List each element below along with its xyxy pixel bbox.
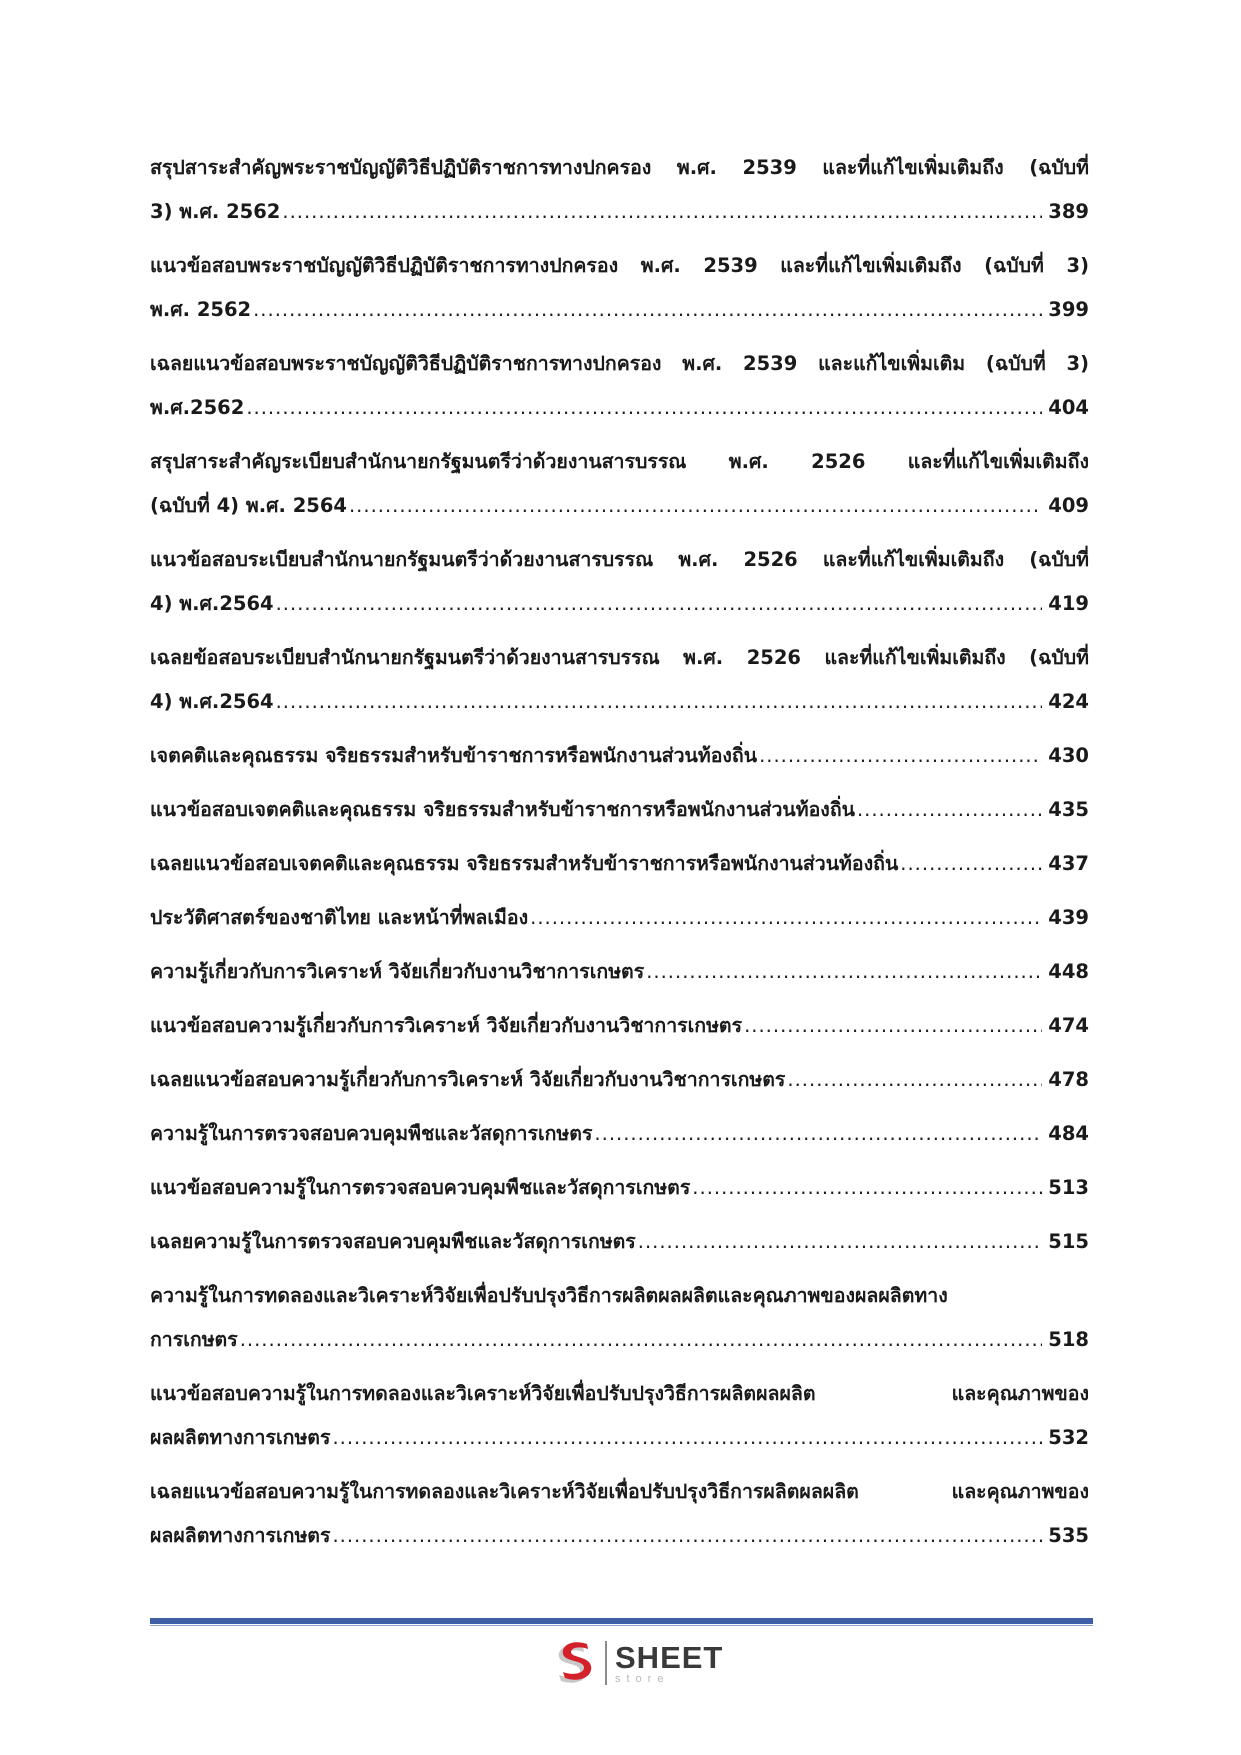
dot-leader [240, 1318, 1043, 1362]
toc-entry[interactable] [150, 1220, 1089, 1264]
toc-entry[interactable] [150, 146, 1089, 234]
toc-entry-title: เฉลยความรู้ในการตรวจสอบควบคุมพืชและวัสดุการเกษตร [150, 1230, 636, 1253]
dot-leader [744, 1004, 1042, 1048]
toc-entry-title-end: 4) พ.ศ.2564 [150, 690, 274, 713]
toc-page-number: 448 [1048, 960, 1089, 983]
toc-entry[interactable] [150, 636, 1089, 724]
dot-leader [857, 788, 1042, 832]
dot-leader [246, 386, 1042, 430]
toc-page-number: 532 [1048, 1426, 1089, 1449]
dot-leader [692, 1166, 1042, 1210]
toc-entry-title: เฉลยแนวข้อสอบเจตคติและคุณธรรม จริยธรรมสำหรับข้าราชการหรือพนักงานส่วนท้องถิ่น [150, 852, 899, 875]
toc-entry[interactable] [150, 1166, 1089, 1210]
toc-entry-title: สรุปสาระสำคัญพระราชบัญญัติวิธีปฏิบัติราชการทางปกครอง พ.ศ. 2539 และที่แก้ไขเพิ่มเติมถึง (ฉบับที่ [150, 156, 1089, 179]
dot-leader [276, 680, 1043, 724]
logo-separator [605, 1641, 607, 1685]
dot-leader [759, 734, 1042, 778]
dot-leader [276, 582, 1043, 626]
dot-leader [253, 288, 1042, 332]
toc-entry-title: เฉลยแนวข้อสอบความรู้เกี่ยวกับการวิเคราะห์ วิจัยเกี่ยวกับงานวิชาการเกษตร [150, 1068, 786, 1091]
toc-page-number: 435 [1048, 798, 1089, 821]
toc-page-number: 424 [1048, 690, 1089, 713]
dot-leader [787, 1058, 1042, 1102]
toc-entry-title: เฉลยข้อสอบระเบียบสำนักนายกรัฐมนตรีว่าด้วยงานสารบรรณ พ.ศ. 2526 และที่แก้ไขเพิ่มเติมถึง (ฉบับที่ [150, 646, 1089, 669]
toc-entry-title: แนวข้อสอบระเบียบสำนักนายกรัฐมนตรีว่าด้วยงานสารบรรณ พ.ศ. 2526 และที่แก้ไขเพิ่มเติมถึง (ฉบับที่ [150, 548, 1089, 571]
toc-page-number: 399 [1048, 298, 1089, 321]
toc-entry-title-end: ผลผลิตทางการเกษตร [150, 1426, 331, 1449]
toc-entry[interactable] [150, 842, 1089, 886]
logo-sub-text: store [615, 1672, 670, 1685]
toc-page-number: 515 [1048, 1230, 1089, 1253]
toc-entry[interactable] [150, 1112, 1089, 1156]
toc-entry[interactable] [150, 896, 1089, 940]
toc-page-number: 439 [1048, 906, 1089, 929]
toc-page-number: 484 [1048, 1122, 1089, 1145]
logo-brand-text: SHEET [615, 1639, 724, 1675]
footer-rule [150, 1618, 1093, 1624]
toc-entry-title-end: (ฉบับที่ 4) พ.ศ. 2564 [150, 494, 347, 517]
dot-leader [282, 190, 1042, 234]
toc-entry-title-end: การเกษตร [150, 1328, 238, 1351]
toc-page-number: 419 [1048, 592, 1089, 615]
dot-leader [638, 1220, 1043, 1264]
toc-entry[interactable] [150, 1372, 1089, 1460]
toc-page-number: 535 [1048, 1524, 1089, 1547]
toc-entry-title-end: ผลผลิตทางการเกษตร [150, 1524, 331, 1547]
toc-entry-title: ความรู้ในการทดลองและวิเคราะห์วิจัยเพื่อปรับปรุงวิธีการผลิตผลผลิตและคุณภาพของผลผลิตทาง [150, 1284, 948, 1307]
toc-entry-title: แนวข้อสอบความรู้ในการทดลองและวิเคราะห์วิจัยเพื่อปรับปรุงวิธีการผลิตผลผลิต และคุณภาพของ [150, 1382, 1089, 1405]
toc-entry[interactable] [150, 1470, 1089, 1558]
toc-entry[interactable] [150, 538, 1089, 626]
toc-page-number: 474 [1048, 1014, 1089, 1037]
s-swoosh-logo-icon [549, 1638, 599, 1688]
toc-entry[interactable] [150, 1058, 1089, 1102]
dot-leader [332, 1416, 1042, 1460]
dot-leader [900, 842, 1042, 886]
toc-page-number: 518 [1048, 1328, 1089, 1351]
toc-entry-title: แนวข้อสอบความรู้เกี่ยวกับการวิเคราะห์ วิจัยเกี่ยวกับงานวิชาการเกษตร [150, 1014, 743, 1037]
toc-entry-title: ประวัติศาสตร์ของชาติไทย และหน้าที่พลเมือง [150, 906, 529, 929]
toc-entry-title-end: พ.ศ. 2562 [150, 298, 252, 321]
sheet-store-logo [549, 1636, 723, 1690]
toc-entry[interactable] [150, 440, 1089, 528]
toc-entry-title: สรุปสาระสำคัญระเบียบสำนักนายกรัฐมนตรีว่าด้วยงานสารบรรณ พ.ศ. 2526 และที่แก้ไขเพิ่มเติมถึง [150, 450, 1089, 473]
toc-page-number: 409 [1048, 494, 1089, 517]
toc-entry-title: แนวข้อสอบเจตคติและคุณธรรม จริยธรรมสำหรับข้าราชการหรือพนักงานส่วนท้องถิ่น [150, 798, 855, 821]
toc-entry[interactable] [150, 244, 1089, 332]
toc-page-number: 404 [1048, 396, 1089, 419]
toc-entry[interactable] [150, 342, 1089, 430]
toc-entry-title: ความรู้ในการตรวจสอบควบคุมพืชและวัสดุการเกษตร [150, 1122, 593, 1145]
toc-page-number: 389 [1048, 200, 1089, 223]
toc-entry-title-end: 3) พ.ศ. 2562 [150, 200, 281, 223]
toc-entry[interactable] [150, 1004, 1089, 1048]
toc-entry[interactable] [150, 1274, 1089, 1362]
toc-entry[interactable] [150, 788, 1089, 832]
toc-entry-title-end: พ.ศ.2562 [150, 396, 245, 419]
logo-wordmark [615, 1639, 724, 1685]
toc-entry-title: เจตคติและคุณธรรม จริยธรรมสำหรับข้าราชการหรือพนักงานส่วนท้องถิ่น [150, 744, 758, 767]
toc-entry-title: แนวข้อสอบพระราชบัญญัติวิธีปฏิบัติราชการทางปกครอง พ.ศ. 2539 และที่แก้ไขเพิ่มเติมถึง (ฉบับที่ 3) [150, 254, 1089, 277]
toc-entry-title: แนวข้อสอบความรู้ในการตรวจสอบควบคุมพืชและวัสดุการเกษตร [150, 1176, 691, 1199]
dot-leader [646, 950, 1042, 994]
toc-entry[interactable] [150, 950, 1089, 994]
toc-entry-title: เฉลยแนวข้อสอบความรู้ในการทดลองและวิเคราะห์วิจัยเพื่อปรับปรุงวิธีการผลิตผลผลิต และคุณภาพของ [150, 1480, 1089, 1503]
toc-entry-title: เฉลยแนวข้อสอบพระราชบัญญัติวิธีปฏิบัติราชการทางปกครอง พ.ศ. 2539 และแก้ไขเพิ่มเติม (ฉบับที่ 3) [150, 352, 1089, 375]
toc-entry[interactable] [150, 734, 1089, 778]
dot-leader [594, 1112, 1042, 1156]
toc-page-number: 478 [1048, 1068, 1089, 1091]
toc-entry-title: ความรู้เกี่ยวกับการวิเคราะห์ วิจัยเกี่ยวกับงานวิชาการเกษตร [150, 960, 645, 983]
toc-page-number: 430 [1048, 744, 1089, 767]
toc-page-number: 513 [1048, 1176, 1089, 1199]
dot-leader [349, 484, 1042, 528]
toc-page-number: 437 [1048, 852, 1089, 875]
toc-entry-title-end: 4) พ.ศ.2564 [150, 592, 274, 615]
dot-leader [332, 1514, 1042, 1558]
table-of-contents [150, 146, 1089, 1568]
dot-leader [530, 896, 1042, 940]
